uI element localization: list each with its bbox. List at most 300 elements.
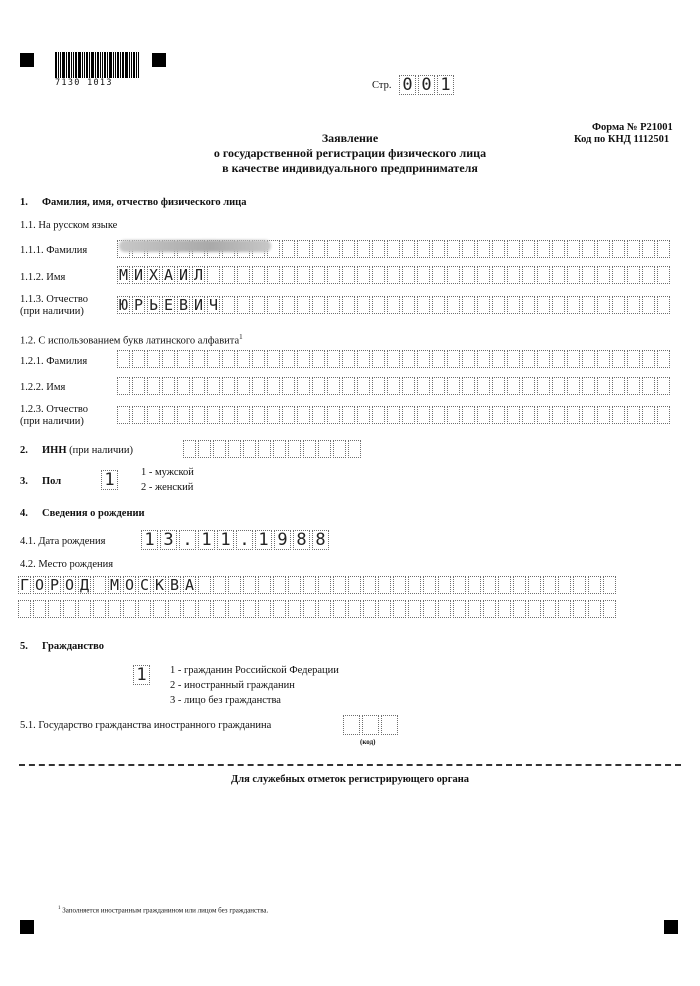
char-cell[interactable] (507, 406, 520, 424)
dob-cells[interactable] (141, 530, 331, 550)
char-cell[interactable] (612, 377, 625, 395)
char-cell[interactable] (507, 240, 520, 258)
char-cell[interactable] (387, 296, 400, 314)
char-cell[interactable] (117, 406, 130, 424)
char-cell[interactable] (492, 296, 505, 314)
char-cell[interactable] (603, 600, 616, 618)
char-cell[interactable]: И (178, 266, 189, 284)
char-cell[interactable] (378, 600, 391, 618)
char-cell[interactable] (222, 377, 235, 395)
char-cell[interactable] (537, 377, 550, 395)
char-cell[interactable] (228, 440, 241, 458)
char-cell[interactable] (432, 266, 445, 284)
char-cell[interactable] (327, 377, 340, 395)
char-cell[interactable] (477, 266, 490, 284)
char-cell[interactable] (342, 240, 355, 258)
char-cell[interactable]: Е (163, 296, 174, 314)
char-cell[interactable] (657, 240, 670, 258)
char-cell[interactable] (612, 350, 625, 368)
char-cell[interactable] (597, 240, 610, 258)
char-cell[interactable] (567, 240, 580, 258)
char-cell[interactable] (348, 600, 361, 618)
char-cell[interactable] (582, 266, 595, 284)
char-cell[interactable] (243, 440, 256, 458)
char-cell[interactable] (312, 296, 325, 314)
char-cell[interactable] (537, 350, 550, 368)
char-cell[interactable] (267, 296, 280, 314)
char-cell[interactable] (492, 240, 505, 258)
char-cell[interactable]: 0 (418, 75, 435, 95)
char-cell[interactable] (387, 240, 400, 258)
char-cell[interactable] (507, 377, 520, 395)
char-cell[interactable] (417, 266, 430, 284)
char-cell[interactable] (162, 350, 175, 368)
char-cell[interactable] (537, 406, 550, 424)
char-cell[interactable] (393, 576, 406, 594)
char-cell[interactable]: Л (193, 266, 204, 284)
char-cell[interactable] (147, 406, 160, 424)
char-cell[interactable] (222, 296, 235, 314)
char-cell[interactable] (348, 576, 361, 594)
char-cell[interactable] (447, 296, 460, 314)
gender-cell[interactable] (101, 470, 120, 490)
char-cell[interactable] (477, 240, 490, 258)
char-cell[interactable] (63, 600, 76, 618)
char-cell[interactable] (93, 600, 106, 618)
char-cell[interactable] (642, 350, 655, 368)
char-cell[interactable] (138, 600, 151, 618)
char-cell[interactable] (612, 296, 625, 314)
char-cell[interactable] (237, 406, 250, 424)
char-cell[interactable] (18, 600, 31, 618)
char-cell[interactable] (462, 240, 475, 258)
char-cell[interactable] (468, 576, 481, 594)
char-cell[interactable] (297, 350, 310, 368)
char-cell[interactable]: И (133, 266, 144, 284)
char-cell[interactable]: Ь (148, 296, 159, 314)
citizenship-cell[interactable] (133, 665, 152, 685)
char-cell[interactable] (132, 406, 145, 424)
char-cell[interactable] (177, 377, 190, 395)
char-cell[interactable]: 1 (141, 530, 158, 550)
char-cell[interactable] (303, 440, 316, 458)
char-cell[interactable] (387, 266, 400, 284)
char-cell[interactable] (168, 600, 181, 618)
char-cell[interactable] (657, 296, 670, 314)
char-cell[interactable] (387, 350, 400, 368)
char-cell[interactable] (447, 350, 460, 368)
char-cell[interactable]: 1 (437, 75, 454, 95)
char-cell[interactable] (627, 266, 640, 284)
char-cell[interactable]: О (124, 576, 135, 594)
birthplace-cells-row2[interactable] (18, 600, 618, 620)
char-cell[interactable] (267, 406, 280, 424)
char-cell[interactable] (462, 266, 475, 284)
char-cell[interactable] (597, 350, 610, 368)
char-cell[interactable] (492, 350, 505, 368)
char-cell[interactable] (417, 296, 430, 314)
char-cell[interactable] (237, 350, 250, 368)
char-cell[interactable] (177, 406, 190, 424)
char-cell[interactable] (417, 406, 430, 424)
char-cell[interactable] (597, 296, 610, 314)
char-cell[interactable] (333, 440, 346, 458)
char-cell[interactable] (243, 576, 256, 594)
char-cell[interactable] (228, 576, 241, 594)
char-cell[interactable] (597, 377, 610, 395)
char-cell[interactable] (123, 600, 136, 618)
char-cell[interactable] (588, 600, 601, 618)
char-cell[interactable] (492, 406, 505, 424)
char-cell[interactable] (342, 296, 355, 314)
inn-cells[interactable] (183, 440, 363, 460)
char-cell[interactable] (447, 266, 460, 284)
char-cell[interactable]: 1 (255, 530, 272, 550)
char-cell[interactable] (582, 350, 595, 368)
char-cell[interactable] (357, 296, 370, 314)
char-cell[interactable] (372, 266, 385, 284)
char-cell[interactable] (567, 266, 580, 284)
char-cell[interactable] (213, 576, 226, 594)
char-cell[interactable] (462, 377, 475, 395)
char-cell[interactable] (357, 266, 370, 284)
char-cell[interactable] (303, 576, 316, 594)
char-cell[interactable] (273, 440, 286, 458)
char-cell[interactable] (132, 377, 145, 395)
char-cell[interactable] (297, 266, 310, 284)
char-cell[interactable] (573, 576, 586, 594)
char-cell[interactable] (432, 240, 445, 258)
char-cell[interactable]: О (64, 576, 75, 594)
char-cell[interactable] (402, 377, 415, 395)
char-cell[interactable] (567, 377, 580, 395)
char-cell[interactable] (312, 240, 325, 258)
char-cell[interactable] (492, 377, 505, 395)
char-cell[interactable]: Р (49, 576, 60, 594)
char-cell[interactable] (657, 377, 670, 395)
char-cell[interactable] (252, 296, 265, 314)
char-cell[interactable] (363, 576, 376, 594)
char-cell[interactable] (207, 350, 220, 368)
char-cell[interactable] (597, 266, 610, 284)
char-cell[interactable] (343, 715, 360, 735)
char-cell[interactable] (183, 600, 196, 618)
char-cell[interactable] (132, 350, 145, 368)
char-cell[interactable]: М (109, 576, 120, 594)
char-cell[interactable] (318, 440, 331, 458)
char-cell[interactable] (522, 266, 535, 284)
char-cell[interactable] (357, 350, 370, 368)
char-cell[interactable] (537, 266, 550, 284)
char-cell[interactable] (297, 406, 310, 424)
char-cell[interactable] (362, 715, 379, 735)
char-cell[interactable] (402, 296, 415, 314)
char-cell[interactable]: И (193, 296, 204, 314)
char-cell[interactable] (453, 576, 466, 594)
char-cell[interactable] (288, 576, 301, 594)
char-cell[interactable] (423, 576, 436, 594)
char-cell[interactable] (402, 240, 415, 258)
char-cell[interactable] (432, 296, 445, 314)
char-cell[interactable] (282, 240, 295, 258)
char-cell[interactable] (327, 266, 340, 284)
char-cell[interactable] (438, 576, 451, 594)
char-cell[interactable] (303, 600, 316, 618)
char-cell[interactable] (513, 600, 526, 618)
char-cell[interactable] (198, 576, 211, 594)
char-cell[interactable] (462, 296, 475, 314)
char-cell[interactable]: С (139, 576, 150, 594)
char-cell[interactable] (267, 350, 280, 368)
char-cell[interactable]: 1 (101, 470, 118, 490)
char-cell[interactable] (288, 440, 301, 458)
char-cell[interactable] (213, 600, 226, 618)
char-cell[interactable] (657, 406, 670, 424)
char-cell[interactable] (312, 266, 325, 284)
char-cell[interactable] (282, 350, 295, 368)
char-cell[interactable] (447, 377, 460, 395)
char-cell[interactable] (627, 406, 640, 424)
char-cell[interactable] (657, 350, 670, 368)
char-cell[interactable]: 1 (133, 665, 150, 685)
char-cell[interactable] (237, 377, 250, 395)
char-cell[interactable] (237, 296, 250, 314)
char-cell[interactable] (282, 377, 295, 395)
char-cell[interactable] (252, 377, 265, 395)
char-cell[interactable] (402, 266, 415, 284)
birthplace-cells-row1[interactable] (18, 576, 618, 596)
char-cell[interactable] (387, 377, 400, 395)
char-cell[interactable] (498, 576, 511, 594)
char-cell[interactable] (453, 600, 466, 618)
char-cell[interactable] (342, 377, 355, 395)
char-cell[interactable] (327, 296, 340, 314)
char-cell[interactable] (522, 296, 535, 314)
char-cell[interactable] (372, 240, 385, 258)
char-cell[interactable] (627, 240, 640, 258)
char-cell[interactable] (273, 576, 286, 594)
char-cell[interactable] (588, 576, 601, 594)
char-cell[interactable] (33, 600, 46, 618)
name-cells[interactable] (117, 266, 672, 286)
char-cell[interactable] (327, 406, 340, 424)
char-cell[interactable] (48, 600, 61, 618)
char-cell[interactable]: 1 (217, 530, 234, 550)
char-cell[interactable] (642, 266, 655, 284)
char-cell[interactable] (333, 576, 346, 594)
char-cell[interactable] (627, 296, 640, 314)
char-cell[interactable] (192, 377, 205, 395)
char-cell[interactable] (552, 266, 565, 284)
char-cell[interactable] (207, 377, 220, 395)
char-cell[interactable] (372, 406, 385, 424)
char-cell[interactable]: М (118, 266, 129, 284)
char-cell[interactable] (432, 377, 445, 395)
char-cell[interactable] (252, 406, 265, 424)
char-cell[interactable] (162, 377, 175, 395)
char-cell[interactable] (552, 240, 565, 258)
char-cell[interactable] (282, 296, 295, 314)
char-cell[interactable] (417, 240, 430, 258)
char-cell[interactable] (222, 406, 235, 424)
char-cell[interactable] (342, 350, 355, 368)
patronymic-cells[interactable] (117, 296, 672, 316)
char-cell[interactable] (528, 600, 541, 618)
char-cell[interactable] (417, 377, 430, 395)
char-cell[interactable] (507, 266, 520, 284)
char-cell[interactable]: 9 (274, 530, 291, 550)
char-cell[interactable] (492, 266, 505, 284)
char-cell[interactable] (642, 240, 655, 258)
char-cell[interactable] (603, 576, 616, 594)
char-cell[interactable] (408, 576, 421, 594)
char-cell[interactable] (258, 440, 271, 458)
char-cell[interactable] (522, 406, 535, 424)
char-cell[interactable] (567, 350, 580, 368)
char-cell[interactable] (432, 406, 445, 424)
char-cell[interactable] (357, 377, 370, 395)
char-cell[interactable] (462, 406, 475, 424)
char-cell[interactable]: . (236, 530, 253, 550)
char-cell[interactable]: А (163, 266, 174, 284)
char-cell[interactable] (522, 240, 535, 258)
char-cell[interactable] (528, 576, 541, 594)
char-cell[interactable] (522, 377, 535, 395)
char-cell[interactable] (537, 240, 550, 258)
char-cell[interactable] (567, 296, 580, 314)
char-cell[interactable] (192, 350, 205, 368)
char-cell[interactable] (552, 377, 565, 395)
char-cell[interactable] (522, 350, 535, 368)
char-cell[interactable]: Д (79, 576, 90, 594)
char-cell[interactable] (333, 600, 346, 618)
char-cell[interactable] (582, 296, 595, 314)
char-cell[interactable] (627, 377, 640, 395)
char-cell[interactable] (108, 600, 121, 618)
char-cell[interactable]: К (154, 576, 165, 594)
char-cell[interactable] (483, 576, 496, 594)
char-cell[interactable] (78, 600, 91, 618)
char-cell[interactable] (318, 576, 331, 594)
char-cell[interactable] (447, 406, 460, 424)
char-cell[interactable] (537, 296, 550, 314)
char-cell[interactable] (342, 406, 355, 424)
char-cell[interactable] (642, 296, 655, 314)
char-cell[interactable] (582, 406, 595, 424)
char-cell[interactable] (408, 600, 421, 618)
char-cell[interactable] (282, 266, 295, 284)
char-cell[interactable] (642, 406, 655, 424)
char-cell[interactable] (267, 266, 280, 284)
char-cell[interactable] (627, 350, 640, 368)
char-cell[interactable] (567, 406, 580, 424)
char-cell[interactable]: Р (133, 296, 144, 314)
char-cell[interactable] (558, 576, 571, 594)
char-cell[interactable] (552, 296, 565, 314)
lat-name-cells[interactable] (117, 377, 672, 397)
char-cell[interactable] (393, 600, 406, 618)
char-cell[interactable] (612, 240, 625, 258)
char-cell[interactable]: 0 (399, 75, 416, 95)
char-cell[interactable] (357, 406, 370, 424)
char-cell[interactable] (447, 240, 460, 258)
char-cell[interactable] (327, 240, 340, 258)
char-cell[interactable] (582, 377, 595, 395)
char-cell[interactable] (468, 600, 481, 618)
char-cell[interactable] (222, 350, 235, 368)
char-cell[interactable]: В (169, 576, 180, 594)
char-cell[interactable] (213, 440, 226, 458)
char-cell[interactable] (477, 406, 490, 424)
char-cell[interactable]: О (34, 576, 45, 594)
lat-surname-cells[interactable] (117, 350, 672, 370)
char-cell[interactable] (597, 406, 610, 424)
char-cell[interactable] (327, 350, 340, 368)
char-cell[interactable] (342, 266, 355, 284)
char-cell[interactable]: Ю (118, 296, 129, 314)
char-cell[interactable] (402, 350, 415, 368)
char-cell[interactable] (258, 600, 271, 618)
char-cell[interactable] (387, 406, 400, 424)
char-cell[interactable] (357, 240, 370, 258)
char-cell[interactable] (543, 576, 556, 594)
char-cell[interactable] (573, 600, 586, 618)
char-cell[interactable] (558, 600, 571, 618)
char-cell[interactable] (207, 266, 220, 284)
char-cell[interactable] (372, 350, 385, 368)
char-cell[interactable] (552, 350, 565, 368)
char-cell[interactable]: 1 (198, 530, 215, 550)
char-cell[interactable] (147, 350, 160, 368)
char-cell[interactable] (243, 600, 256, 618)
char-cell[interactable] (438, 600, 451, 618)
char-cell[interactable] (207, 406, 220, 424)
char-cell[interactable] (483, 600, 496, 618)
char-cell[interactable] (267, 377, 280, 395)
char-cell[interactable] (378, 576, 391, 594)
char-cell[interactable] (237, 266, 250, 284)
char-cell[interactable] (402, 406, 415, 424)
char-cell[interactable] (147, 377, 160, 395)
char-cell[interactable] (198, 600, 211, 618)
char-cell[interactable]: Г (19, 576, 30, 594)
char-cell[interactable] (297, 240, 310, 258)
char-cell[interactable] (507, 296, 520, 314)
char-cell[interactable] (348, 440, 361, 458)
char-cell[interactable] (612, 266, 625, 284)
char-cell[interactable] (318, 600, 331, 618)
char-cell[interactable] (222, 266, 235, 284)
char-cell[interactable] (282, 406, 295, 424)
char-cell[interactable] (297, 296, 310, 314)
char-cell[interactable] (312, 377, 325, 395)
char-cell[interactable] (228, 600, 241, 618)
char-cell[interactable]: 8 (293, 530, 310, 550)
char-cell[interactable] (252, 350, 265, 368)
char-cell[interactable] (498, 600, 511, 618)
char-cell[interactable]: . (179, 530, 196, 550)
char-cell[interactable] (117, 350, 130, 368)
char-cell[interactable]: В (178, 296, 189, 314)
char-cell[interactable] (363, 600, 376, 618)
char-cell[interactable] (258, 576, 271, 594)
char-cell[interactable] (417, 350, 430, 368)
char-cell[interactable] (552, 406, 565, 424)
char-cell[interactable] (198, 440, 211, 458)
char-cell[interactable] (381, 715, 398, 735)
char-cell[interactable] (612, 406, 625, 424)
char-cell[interactable] (543, 600, 556, 618)
